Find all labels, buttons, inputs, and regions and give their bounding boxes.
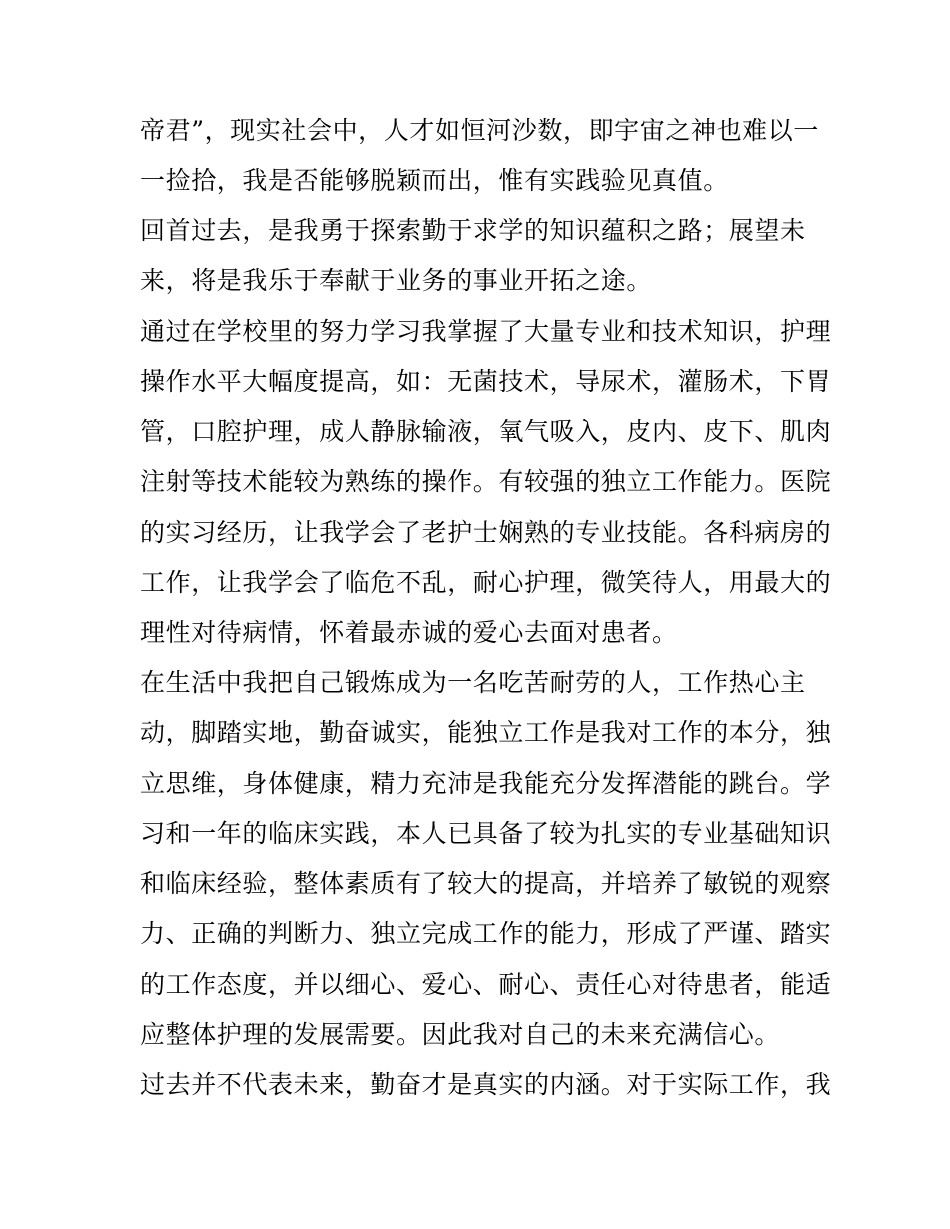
text-line: 工作，让我学会了临危不乱，耐心护理，微笑待人，用最大的 [140, 568, 832, 597]
text-line: 习和一年的临床实践，本人已具备了较为扎实的专业基础知识 [140, 819, 832, 848]
text-line: 力、正确的判断力、独立完成工作的能力，形成了严谨、踏实 [140, 919, 832, 948]
text-line: 的实习经历，让我学会了老护士娴熟的专业技能。各科病房的 [140, 518, 832, 547]
text-line: 操作水平大幅度提高，如：无菌技术，导尿术，灌肠术，下胃 [140, 367, 832, 396]
text-line: 管，口腔护理，成人静脉输液，氧气吸入，皮内、皮下、肌肉 [140, 417, 832, 446]
text-line: 应整体护理的发展需要。因此我对自己的未来充满信心。 [140, 1020, 781, 1049]
text-line: 立思维，身体健康，精力充沛是我能充分发挥潜能的跳台。学 [140, 769, 832, 798]
text-line: 帝君”，现实社会中，人才如恒河沙数，即宇宙之神也难以一 [140, 116, 819, 145]
text-line: 一捡拾，我是否能够脱颖而出，惟有实践验见真值。 [140, 166, 729, 195]
text-line: 在生活中我把自己锻炼成为一名吃苦耐劳的人，工作热心主 [140, 668, 806, 697]
text-line: 注射等技术能较为熟练的操作。有较强的独立工作能力。医院 [140, 467, 832, 496]
text-line: 来，将是我乐于奉献于业务的事业开拓之途。 [140, 266, 653, 295]
text-line: 动，脚踏实地，勤奋诚实，能独立工作是我对工作的本分，独 [140, 718, 832, 747]
text-line: 的工作态度，并以细心、爱心、耐心、责任心对待患者，能适 [140, 970, 832, 999]
text-line: 回首过去，是我勇于探索勤于求学的知识蕴积之路；展望未 [140, 216, 806, 245]
text-line: 理性对待病情，怀着最赤诚的爱心去面对患者。 [140, 618, 678, 647]
text-line: 过去并不代表未来，勤奋才是真实的内涵。对于实际工作，我 [140, 1070, 832, 1099]
text-line: 通过在学校里的努力学习我掌握了大量专业和技术知识，护理 [140, 317, 832, 346]
text-line: 和临床经验，整体素质有了较大的提高，并培养了敏锐的观察 [140, 869, 832, 898]
